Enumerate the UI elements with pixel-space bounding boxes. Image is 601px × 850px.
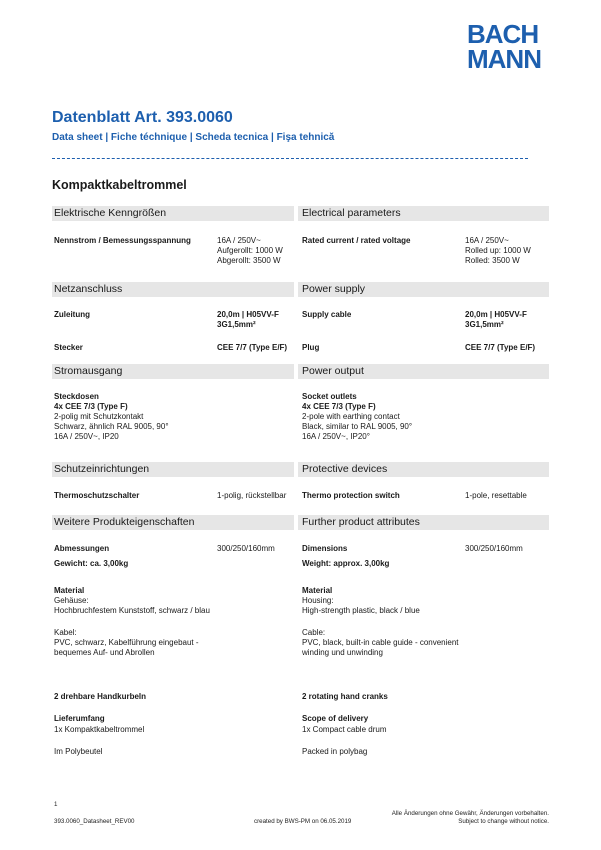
dimensions-value-en: 300/250/160mm [465, 544, 523, 553]
cable-value-en-2: 3G1,5mm² [465, 320, 504, 329]
rated-value-en-2: Rolled up: 1000 W [465, 246, 531, 255]
dimensions-value-de: 300/250/160mm [217, 544, 275, 553]
product-name: Kompaktkabeltrommel [52, 178, 187, 192]
rated-label-de: Nennstrom / Bemessungsspannung [54, 236, 191, 245]
section-header-mains-de: Netzanschluss [52, 282, 294, 297]
outlets-type-de: 4x CEE 7/3 (Type F) [54, 402, 128, 411]
scope-value-de: 1x Kompaktkabeltrommel [54, 725, 145, 734]
material-cable-value-de-1: PVC, schwarz, Kabelführung eingebaut - [54, 638, 199, 647]
material-housing-de: Gehäuse: [54, 596, 89, 605]
material-housing-en: Housing: [302, 596, 334, 605]
material-title-de: Material [54, 586, 85, 595]
outlets-poles-en: 2-pole with earthing contact [302, 412, 400, 421]
thermo-value-en: 1-pole, resettable [465, 491, 527, 500]
outlets-color-en: Black, similar to RAL 9005, 90° [302, 422, 413, 431]
page-subtitle: Data sheet | Fiche téchnique | Scheda tecnica | Fişa tehnică [52, 132, 335, 143]
rated-value-de-3: Abgerollt: 3500 W [217, 256, 281, 265]
material-cable-value-de-2: bequemes Auf- und Abrollen [54, 648, 155, 657]
disclaimer-de: Alle Änderungen ohne Gewähr, Änderungen vorbehalten. [391, 810, 549, 817]
plug-label-en: Plug [302, 343, 320, 352]
section-header-electrical-en: Electrical parameters [298, 206, 549, 221]
section-header-protection-de: Schutzeinrichtungen [52, 462, 294, 477]
outlets-poles-de: 2-polig mit Schutzkontakt [54, 412, 144, 421]
title-divider [52, 158, 528, 159]
material-title-en: Material [302, 586, 333, 595]
weight-de: Gewicht: ca. 3,00kg [54, 559, 129, 568]
thermo-value-de: 1-polig, rückstellbar [217, 491, 287, 500]
cable-value-en-1: 20,0m | H05VV-F [465, 310, 527, 319]
cranks-en: 2 rotating hand cranks [302, 692, 388, 701]
material-housing-value-de: Hochbruchfestem Kunststoff, schwarz / blau [54, 606, 210, 615]
cable-label-de: Zuleitung [54, 310, 90, 319]
dimensions-label-en: Dimensions [302, 544, 348, 553]
outlets-title-de: Steckdosen [54, 392, 99, 401]
rated-value-de-1: 16A / 250V~ [217, 236, 261, 245]
page-title: Datenblatt Art. 393.0060 [52, 109, 233, 126]
created-by: created by BWS-PM on 06.05.2019 [254, 818, 352, 825]
logo-line-2: MANN [467, 44, 541, 74]
material-housing-value-en: High-strength plastic, black / blue [302, 606, 420, 615]
packaging-de: Im Polybeutel [54, 747, 103, 756]
rated-value-de-2: Aufgerollt: 1000 W [217, 246, 283, 255]
section-header-output-de: Stromausgang [52, 364, 294, 379]
cable-value-de-2: 3G1,5mm² [217, 320, 256, 329]
outlets-rating-de: 16A / 250V~, IP20 [54, 432, 119, 441]
rated-value-en-3: Rolled: 3500 W [465, 256, 520, 265]
material-cable-value-en-1: PVC, black, built-in cable guide - convenient [302, 638, 459, 647]
material-cable-en: Cable: [302, 628, 326, 637]
plug-label-de: Stecker [54, 343, 83, 352]
rated-label-en: Rated current / rated voltage [302, 236, 411, 245]
thermo-label-en: Thermo protection switch [302, 491, 400, 500]
rated-value-en-1: 16A / 250V~ [465, 236, 509, 245]
scope-value-en: 1x Compact cable drum [302, 725, 387, 734]
logo-line-1: BACH [467, 19, 539, 49]
cable-value-de-1: 20,0m | H05VV-F [217, 310, 279, 319]
cranks-de: 2 drehbare Handkurbeln [54, 692, 147, 701]
material-cable-value-en-2: winding und unwinding [302, 648, 383, 657]
plug-value-en: CEE 7/7 (Type E/F) [465, 343, 536, 352]
plug-value-de: CEE 7/7 (Type E/F) [217, 343, 288, 352]
thermo-label-de: Thermoschutzschalter [54, 491, 140, 500]
bachmann-logo [467, 19, 551, 74]
dimensions-label-de: Abmessungen [54, 544, 110, 553]
page-number: 1 [54, 801, 58, 808]
section-header-further-en: Further product attributes [298, 515, 549, 530]
weight-en: Weight: approx. 3,00kg [302, 559, 390, 568]
outlets-color-de: Schwarz, ähnlich RAL 9005, 90° [54, 422, 169, 431]
section-header-protection-en: Protective devices [298, 462, 549, 477]
cable-label-en: Supply cable [302, 310, 352, 319]
material-cable-de: Kabel: [54, 628, 77, 637]
disclaimer-en: Subject to change without notice. [458, 818, 549, 825]
section-header-further-de: Weitere Produkteigenschaften [52, 515, 294, 530]
section-header-mains-en: Power supply [298, 282, 549, 297]
packaging-en: Packed in polybag [302, 747, 368, 756]
document-id: 393.0060_Datasheet_REV00 [54, 818, 135, 825]
outlets-type-en: 4x CEE 7/3 (Type F) [302, 402, 376, 411]
section-header-electrical-de: Elektrische Kenngrößen [52, 206, 294, 221]
section-header-output-en: Power output [298, 364, 549, 379]
outlets-title-en: Socket outlets [302, 392, 357, 401]
outlets-rating-en: 16A / 250V~, IP20° [302, 432, 370, 441]
scope-title-de: Lieferumfang [54, 714, 105, 723]
scope-title-en: Scope of delivery [302, 714, 369, 723]
